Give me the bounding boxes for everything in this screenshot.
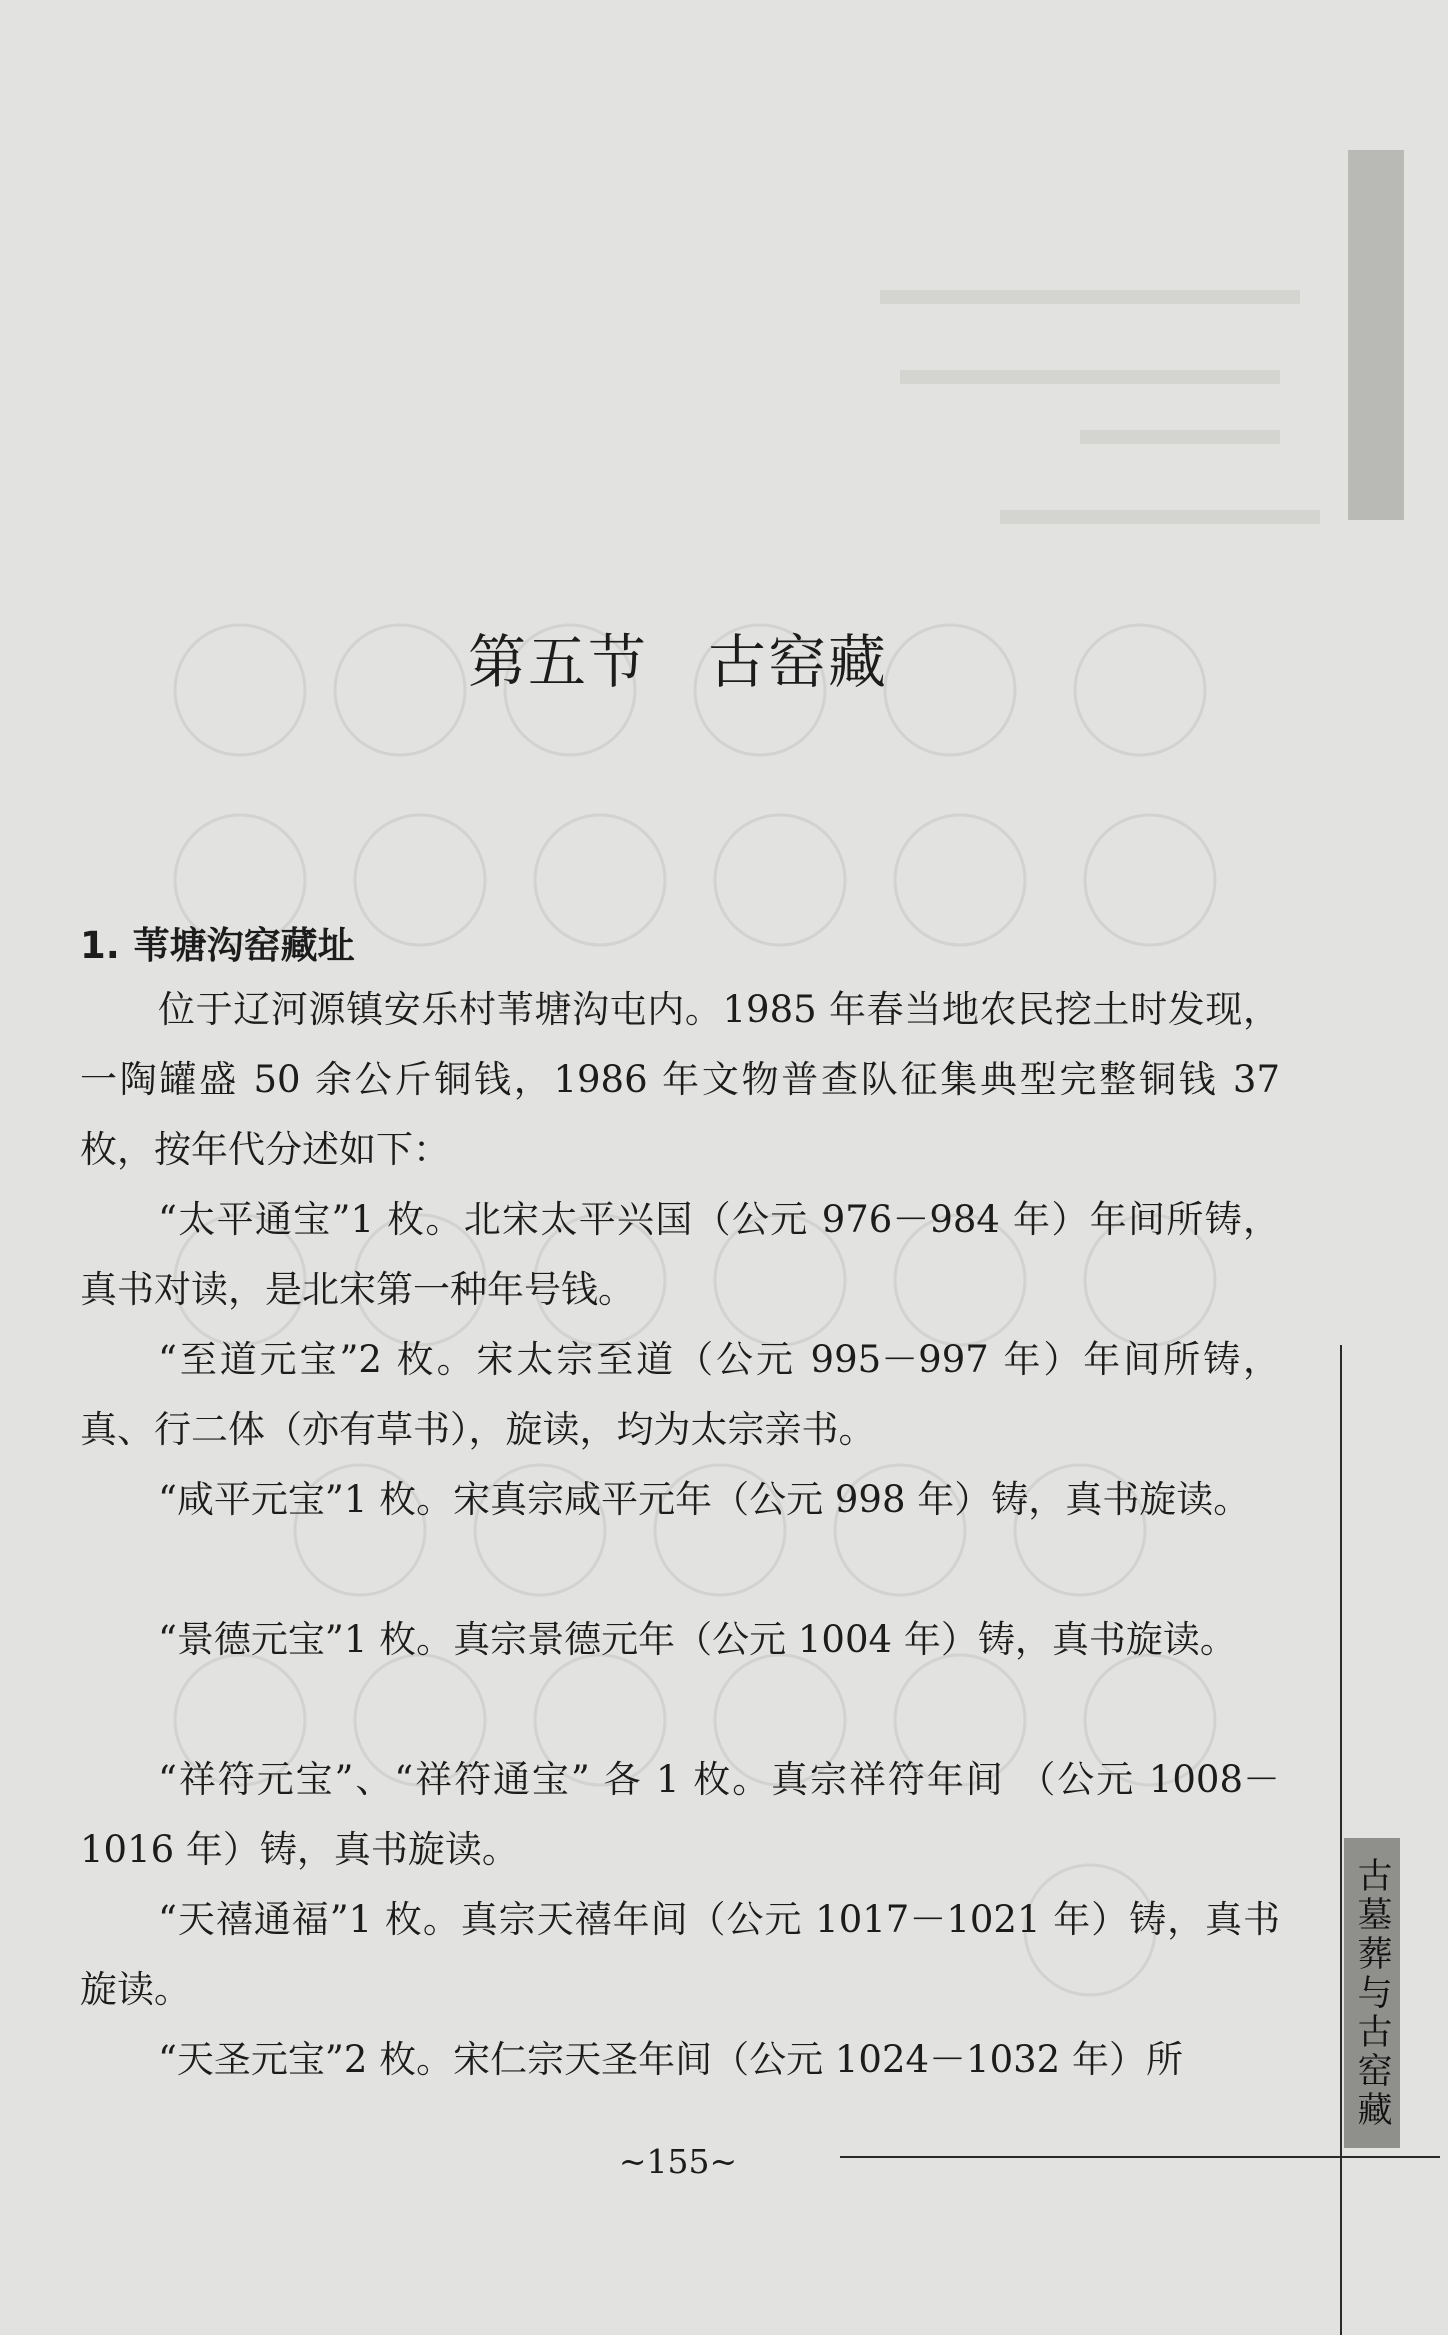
margin-rule	[1340, 1345, 1342, 2335]
paragraph: “咸平元宝”1 枚。宋真宗咸平元年（公元 998 年）铸，真书旋读。	[158, 1478, 1251, 1521]
section-title: 第五节 古窑藏	[467, 628, 888, 696]
paragraph: “天圣元宝”2 枚。宋仁宗天圣年间（公元 1024－1032 年）所	[158, 2038, 1183, 2081]
paragraph: “太平通宝”1 枚。北宋太平兴国（公元 976－984 年）年间所铸，真书对读，是北宋第一种年号钱。	[80, 1198, 1280, 1311]
paragraph: 位于辽河源镇安乐村苇塘沟屯内。1985 年春当地农民挖土时发现，一陶罐盛 50 余公斤铜钱，1986 年文物普查队征集典型完整铜钱 37 枚，按年代分述如下：	[80, 988, 1280, 1171]
chapter-side-tab	[1344, 1838, 1400, 2148]
paragraph: “景德元宝”1 枚。真宗景德元年（公元 1004 年）铸，真书旋读。	[158, 1618, 1237, 1661]
side-tab-shadow	[1348, 150, 1404, 520]
item-heading: 1. 苇塘沟窑藏址	[80, 924, 355, 967]
chapter-side-tab-label: 古墓葬与古窑藏	[1352, 1856, 1392, 2130]
page-number: ~155~	[618, 2142, 738, 2181]
paragraph: “至道元宝”2 枚。宋太宗至道（公元 995－997 年）年间所铸，真、行二体（亦有草书），旋读，均为太宗亲书。	[80, 1338, 1280, 1451]
paragraph: “天禧通福”1 枚。真宗天禧年间（公元 1017－1021 年）铸，真书旋读。	[80, 1898, 1280, 2011]
paragraph: “祥符元宝”、“祥符通宝” 各 1 枚。真宗祥符年间 （公元 1008－1016 年）铸，真书旋读。	[80, 1758, 1280, 1871]
